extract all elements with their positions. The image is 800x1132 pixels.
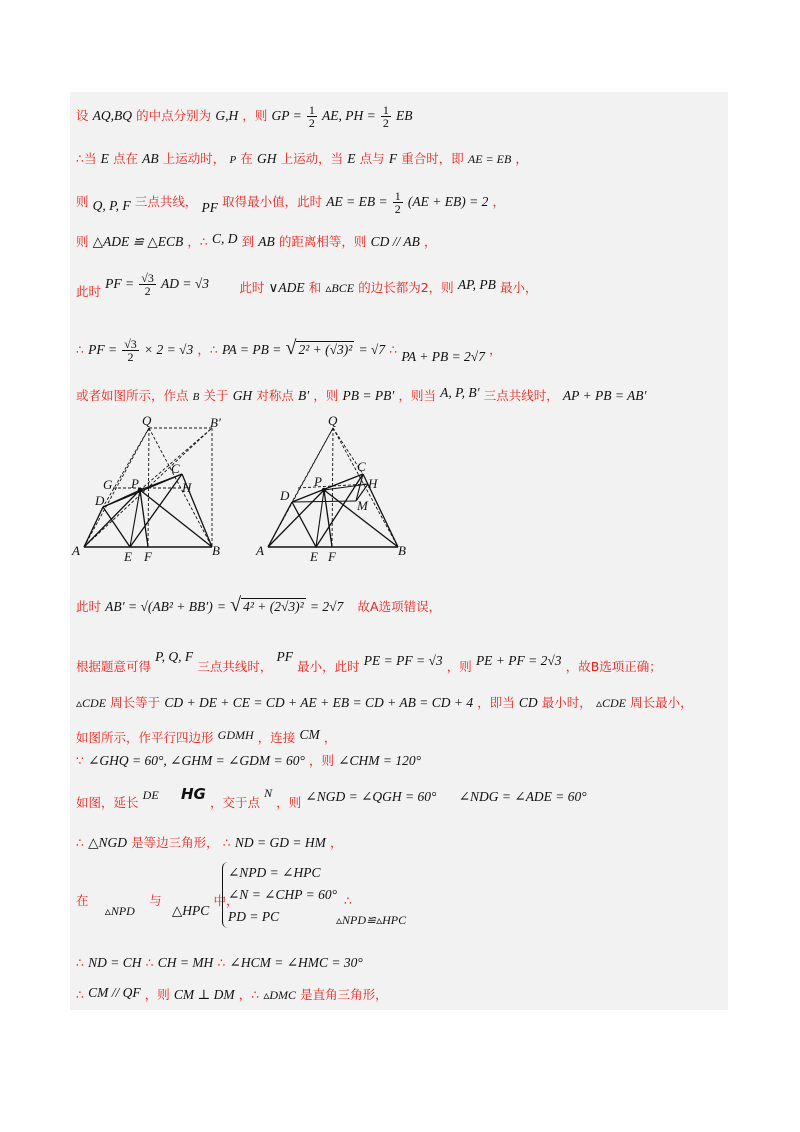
text: ，交于点: [209, 795, 260, 810]
fraction: $\frac{1}{2}$: [308, 103, 315, 130]
fraction: $\frac{√3}{2}$: [124, 337, 137, 364]
text: 关于: [203, 388, 229, 403]
math: △HPC: [171, 903, 210, 918]
fraction: $\frac{√3}{2}$: [141, 271, 154, 298]
math: PF: [201, 200, 218, 215]
text: 三点共线时，: [197, 659, 273, 674]
math: GP =: [271, 108, 302, 123]
math-radicand: 4² + (2√3)²: [243, 599, 304, 614]
math: =: [216, 599, 226, 614]
math: CD: [518, 695, 538, 710]
math: ∠HCM = ∠HMC = 30°: [229, 955, 363, 970]
math: EB: [396, 108, 413, 123]
label-B-prime: B′: [210, 415, 221, 430]
text: 重合时，即: [401, 151, 464, 166]
line-3: [76, 190, 505, 217]
solution-content: [70, 92, 728, 1010]
text: 此时: [76, 599, 102, 614]
text: 故A选项错误，: [357, 599, 442, 614]
math: PE + PF = 2√3: [475, 653, 562, 668]
text: ∴: [76, 835, 84, 850]
text: ∴: [389, 342, 398, 357]
text: 在: [240, 151, 253, 166]
math: CM ⊥ DM: [173, 987, 235, 1002]
math: E: [100, 151, 109, 166]
math: ▵NPD: [104, 904, 135, 918]
label-H: H: [182, 480, 192, 495]
text: 或者如图所示，作点: [76, 388, 189, 403]
math: AQ,BQ: [92, 108, 133, 123]
text: 和: [308, 280, 322, 295]
line-2: [76, 150, 528, 169]
line-4: [76, 230, 437, 252]
line-1: [76, 104, 413, 129]
math: = √7: [358, 342, 386, 357]
label-Q: Q: [142, 414, 152, 428]
text: 中，: [213, 893, 239, 908]
math-radicand: 2² + (√3)²: [298, 342, 353, 357]
math: (AE + EB) = 2: [407, 194, 489, 209]
math: DE: [142, 788, 159, 802]
text: 上运动时，: [162, 151, 226, 166]
label-M: M: [357, 498, 368, 513]
math: ▵CDE: [76, 696, 107, 710]
math: AB: [142, 151, 159, 166]
text: 三点共线，: [134, 194, 198, 209]
label-E: E: [310, 549, 318, 562]
text: 最小时，: [541, 695, 592, 710]
math: ND = GD = HM: [234, 835, 326, 850]
line-9: [76, 648, 662, 678]
math: CD // AB: [370, 234, 420, 249]
math: ▵NPD≌▵HPC: [336, 913, 407, 927]
text: ，: [323, 730, 337, 745]
text: 周长等于: [110, 695, 161, 710]
text: 是等边三角形，: [131, 835, 219, 850]
label-B: B: [212, 543, 220, 558]
math: C, D: [211, 231, 238, 246]
text: ∴: [222, 835, 231, 850]
math: ∠CHM = 120°: [338, 753, 422, 768]
math: N: [264, 786, 273, 800]
math: P: [229, 154, 237, 166]
text: 到: [241, 234, 255, 249]
math: B: [192, 391, 200, 403]
math: PE = PF = √3: [363, 653, 443, 668]
math: △NGD: [88, 835, 127, 850]
text: ，: [329, 835, 343, 850]
text: 在: [76, 893, 89, 908]
text: ∴: [76, 987, 84, 1002]
math: E: [347, 151, 356, 166]
text: 的距离相等，则: [278, 234, 367, 249]
line-7: [76, 384, 647, 406]
label-F: F: [328, 549, 336, 562]
math: AB′ = √(AB² + BB′): [105, 599, 213, 614]
math: AE = EB =: [326, 194, 388, 209]
text: 此时: [76, 284, 102, 299]
math-hg: HG: [180, 785, 206, 803]
line-5: [76, 272, 537, 302]
line-14: [76, 834, 343, 853]
math: B′: [297, 388, 310, 403]
line-8: 此时 AB′ = √(AB² + BB′) = √ 4² + (2√3)² = 2√7 故A选项错误，: [76, 594, 442, 616]
math: AE, PH =: [322, 108, 376, 123]
line-16: [76, 954, 363, 973]
math: ∠GHQ = 60°, ∠GHM = ∠GDM = 60°: [88, 753, 305, 768]
text: ，则: [309, 753, 335, 768]
math: PD = PC: [228, 909, 280, 924]
text: 周长最小，: [630, 695, 693, 710]
math: × 2 = √3: [143, 342, 194, 357]
text: 则: [76, 194, 89, 209]
label-Q: Q: [328, 414, 338, 428]
text: 点与: [359, 151, 385, 166]
math: CD + DE + CE = CD + AE + EB = CD + AB = CD + 4: [164, 695, 474, 710]
math: CM // QF: [88, 985, 141, 1000]
text: 最小，: [499, 280, 538, 295]
text: ，连接: [257, 730, 296, 745]
math: PB = PB′: [342, 388, 395, 403]
label-D: D: [280, 488, 290, 503]
math: ND = CH: [88, 955, 142, 970]
text: 三点共线时，: [483, 388, 559, 403]
label-A: A: [256, 543, 264, 558]
math: P, Q, F: [155, 649, 194, 664]
math: CH = MH: [157, 955, 214, 970]
text: ，则当: [398, 388, 436, 403]
math: = 2√7: [309, 599, 344, 614]
text: ，∴: [187, 234, 208, 249]
text: 如图，延长: [76, 795, 139, 810]
label-E: E: [124, 549, 132, 562]
math: ∠NPD = ∠HPC: [228, 865, 321, 880]
math: ▵BCE: [325, 281, 355, 295]
text: ，: [492, 194, 505, 209]
line-12: [76, 752, 421, 771]
math: F: [388, 151, 398, 166]
line-17: [76, 984, 388, 1005]
geometry-figures: [70, 414, 728, 562]
math: ∠N = ∠CHP = 60°: [228, 887, 338, 902]
math: ∠NDG = ∠ADE = 60°: [458, 789, 587, 804]
math: Q, P, F: [92, 198, 131, 213]
math: ∠NGD = ∠QGH = 60°: [305, 789, 437, 804]
text: ，故B选项正确；: [565, 659, 662, 674]
text: ∴: [76, 955, 84, 970]
text: ∴当: [76, 151, 97, 166]
text: 根据题意可得: [76, 659, 152, 674]
text: 的中点分别为: [136, 108, 212, 123]
text: ∴: [217, 955, 226, 970]
text: 则: [76, 234, 89, 249]
text: ，则: [144, 987, 170, 1002]
text: ，则: [242, 108, 268, 123]
text: ，∴: [238, 987, 260, 1002]
math: △ADE ≌ △ECB: [92, 234, 184, 249]
math: PF =: [105, 276, 135, 291]
label-C: C: [171, 461, 180, 476]
text: 此时: [239, 280, 265, 295]
text: 对称点: [256, 388, 294, 403]
label-P: P: [314, 474, 322, 489]
label-P: P: [131, 476, 139, 491]
fraction: $\frac{1}{2}$: [382, 103, 389, 130]
math: G,H: [215, 108, 239, 123]
math: CM: [299, 727, 320, 742]
text: ，: [423, 234, 437, 249]
math: ▵CDE: [595, 696, 626, 710]
label-H: H: [368, 476, 378, 491]
label-A: A: [72, 543, 80, 558]
label-C: C: [357, 459, 366, 474]
math: A, P, B′: [440, 385, 480, 400]
math: PA = PB =: [221, 342, 282, 357]
text: 与: [149, 893, 162, 908]
text: ，: [489, 342, 502, 357]
text: ∴: [145, 955, 154, 970]
text: ，则: [446, 659, 472, 674]
math: AE = EB: [467, 152, 512, 166]
math: PA + PB = 2√7: [401, 349, 485, 364]
label-B: B: [398, 543, 406, 558]
math: AP, PB: [457, 277, 496, 292]
math: GH: [256, 151, 277, 166]
text: 的边长都为2，则: [358, 280, 454, 295]
label-D: D: [95, 493, 105, 508]
math: GDMH: [217, 728, 254, 742]
math: ∨ADE: [268, 280, 305, 295]
text: ，则: [313, 388, 339, 403]
text: ∴: [344, 893, 352, 908]
math: ▵DMC: [263, 988, 297, 1002]
label-F: F: [144, 549, 152, 562]
text: 最小，此时: [297, 659, 360, 674]
text: 如图所示，作平行四边形: [76, 730, 214, 745]
label-G: G: [103, 477, 113, 492]
text: 是直角三角形，: [300, 987, 388, 1002]
math: PF: [276, 649, 293, 664]
text: ，∴: [197, 342, 218, 357]
text: 取得最小值，此时: [222, 194, 323, 209]
math: PF =: [88, 342, 118, 357]
math: AB: [258, 234, 275, 249]
text: 点在: [112, 151, 138, 166]
math: AP + PB = AB′: [562, 388, 647, 403]
text: ，即当: [477, 695, 515, 710]
text: ∴: [76, 342, 84, 357]
text: 上运动，当: [280, 151, 344, 166]
line-11: [76, 726, 336, 748]
math: AD = √3: [161, 276, 210, 291]
text: ∵: [76, 753, 84, 768]
line-13: [76, 784, 587, 814]
fraction: $\frac{1}{2}$: [394, 189, 401, 216]
line-10: [76, 694, 693, 713]
line-6: ∴ PF = $\frac{√3}{2}$ × 2 = √3 ，∴ PA = PB = √ 2² + (√3)² = √7 ∴ PA + PB = 2√7 ，: [76, 337, 502, 364]
text: 设: [76, 108, 89, 123]
text: ，则: [276, 795, 302, 810]
text: ，: [515, 151, 528, 166]
math: GH: [232, 388, 253, 403]
